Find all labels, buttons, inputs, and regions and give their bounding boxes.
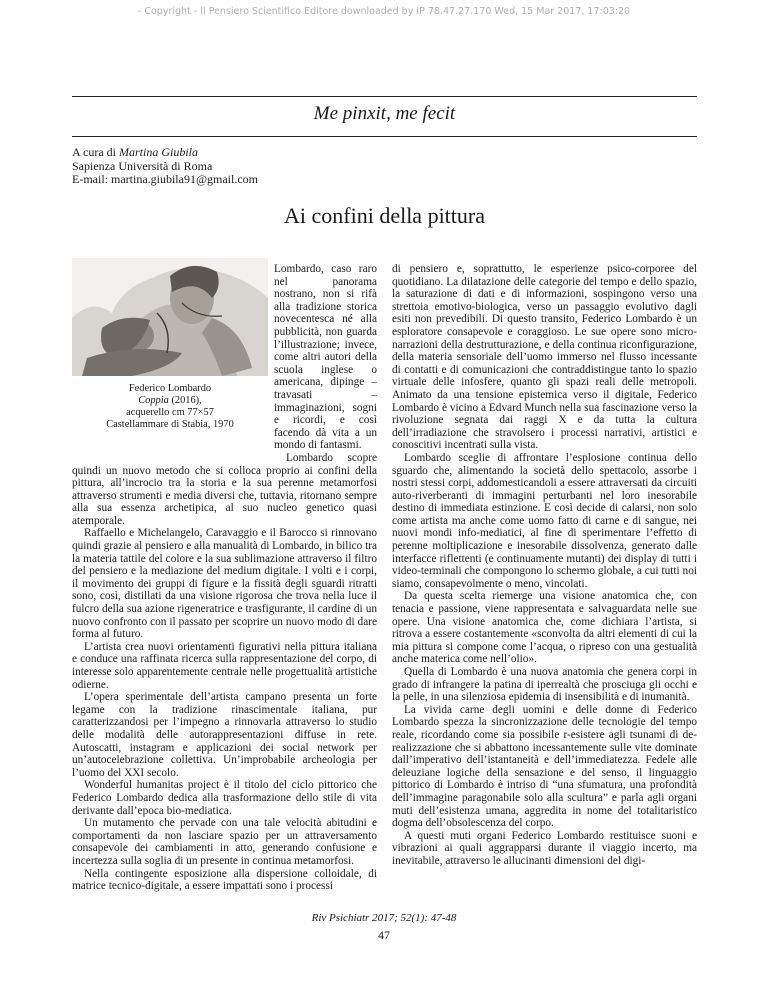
body-paragraph: Un mutamento che pervade con una tale velocità abitudini e comportamenti da non lasciare spazio per un attraversamento consapevole dei cambiamenti in atto, generando confusione e incertezza sulla soglia di un presente in continua metamorfosi.: [72, 817, 377, 867]
journal-citation: Riv Psichiatr 2017; 52(1): 47-48: [311, 912, 457, 924]
body-paragraph: L’artista crea nuovi orientamenti figurativi nella pittura italiana e conduce una raffinata ricerca sulla rappresentazione del corpo, di interesse solo apparentemente centrale nelle progettualità artistiche odierne.: [72, 640, 377, 691]
curator-prefix: A cura di: [72, 145, 119, 159]
caption-location: Castellammare di Stabia, 1970: [106, 419, 234, 430]
caption-medium: acquerello cm 77×57: [126, 407, 214, 418]
curator-affiliation: Sapienza Università di Roma: [72, 158, 213, 173]
body-paragraph: Raffaello e Michelangelo, Caravaggio e il Barocco si rinnovano quindi grazie al pensiero e alla manualità di Lombardo, in bilico tra la materia tattile del colore e la sua sublimazione attraverso il filtro del pensiero e la mediazione del medium digitale. I volti e i corpi, il movimento dei gruppi di figure e la fissità degli sguardi ritratti sono, così, distillati da una visione rigorosa che trova nella luce il fulcro della sua azione rigeneratrice e trasfigurante, il cardine di un nuovo confronto con il passato per scoprire un nuovo modo di dare forma al futuro.: [72, 527, 377, 641]
caption-year: (2016),: [168, 395, 202, 406]
body-paragraph: Quella di Lombardo è una nuova anatomia che genera corpi in grado di infrangere la patina di iperrealtà che prosciuga gli occhi e la pelle, in una silenziosa epidemia di insensibilità e di inumanità.: [392, 666, 697, 704]
body-paragraph: L’opera sperimentale dell’artista campano presenta un forte legame con la tradizione rinascimentale italiana, pur caratterizzandosi per l’impegno a rinnovarla attraverso lo studio delle modalità delle autorappresentazioni diffuse in rete. Autoscatti, instagram e applicazioni dei social network per un’autocelebrazione collettiva. Un’improbabile archeologia per l’uomo del XXI secolo.: [72, 691, 377, 779]
page-number: 47: [378, 928, 390, 942]
body-paragraph: Lombardo sceglie di affrontare l’esplosione continua dello sguardo che, alimentando la società dello spettacolo, assorbe i nostri stessi corpi, addomesticandoli a essere attraversati da circuiti auto-riverberanti di immagini perturbanti nel loro inesorabile destino di immediata estinzione. E così decide di calarsi, non solo come artista ma anche come uomo fatto di carne e di sangue, nei nuovi mondi info-mediatici, al fine di sperimentare l’effetto di perenne moltiplicazione e inesorabile dissolvenza, generato dalle interfacce riflettenti (e continuamente mutanti) dei display di tutti i video-terminali che compongono lo schermo globale, a cui tutti noi siamo, consapevolmente o meno, vincolati.: [392, 451, 697, 590]
body-paragraph: A questi muti organi Federico Lombardo restituisce suoni e vibrazioni ai quali aggrapparsi durante il viaggio incerto, ma inevitabile, attraverso le allucinanti dimensioni del digi-: [392, 829, 697, 867]
right-column: [392, 263, 697, 867]
body-paragraph: Lombardo, caso raro nel panorama nostrano, non si rifà alla tradizione storica novecentesca né alla pubblicità, non guarda l’illustrazione; invece, come altri autori della scuola inglese o americana, dipinge – travasati – immaginazioni, sogni e ricordi, e così facendo dà vita a un mondo di fantasmi.: [274, 263, 377, 452]
body-paragraph: La vivida carne degli uomini e delle donne di Federico Lombardo spezza la sincronizzazione delle tecnologie del tempo reale, ricordando come sia possibile r-esistere agli tsunami di de-realizzazione che si abbattono incessantemente sulle vite dominate dall’imperativo dell’istantaneità e dell’immediatezza. Fedele alle deleuziane logiche della sensazione e del senso, il linguaggio pittorico di Lombardo è intriso di “una sfumatura, una profondità dell’immagine paragonabile solo alla scultura” e parla agli organi muti dell’esistenza umana, aggredita in nome del totalitaristico dogma dell’obsolescenza del corpo.: [392, 703, 697, 830]
body-paragraph: Lombardo scopre quindi un nuovo metodo che si colloca proprio ai confini della pittura, all’incrocio tra la storia e la sua perenne metamorfosi attraverso strumenti e media diversi che, tuttavia, ritornano sempre alla sua essenza archetipica, al suo nucleo genetico quasi atemporale.: [72, 451, 377, 527]
left-column: [72, 263, 377, 893]
body-paragraph: Da questa scelta riemerge una visione anatomica che, con tenacia e passione, viene rappresentata e salvaguardata nelle sue opere. Una visione anatomica che, come dichiara l’artista, si ritrova a essere costantemente «sconvolta da altri elementi di cui la mia pittura si compone come l’acqua, o ripreso con una gestualità anche materica come nell’olio».: [392, 590, 697, 666]
body-paragraph: di pensiero e, soprattutto, le esperienze psico-corporee del quotidiano. La dilatazione delle categorie del tempo e dello spazio, la saturazione di dati e di informazioni, sospingono verso una strettoia emotivo-biologica, verso un passaggio evolutivo dagli esiti non prevedibili. Di questo transito, Federico Lombardo è un esploratore consapevole e coraggioso. Le sue opere sono micro-narrazioni della destrutturazione, e della continua riconfigurazione, della materia sensoriale dell’uomo immerso nel flusso incessante di contatti e di comunicazioni che contraddistingue tanto lo spazio virtuale delle infosfere, quanto gli spazi reali delle metropoli. Animato da una tensione epistemica verso il digitale, Federico Lombardo è vicino a Edvard Munch nella sua fascinazione verso la rivoluzione segnata dai raggi X e da tutta la cultura dell’irradiazione che stravolsero i processi narrativi, artistici e conoscitivi incentrati sulla vista.: [392, 263, 697, 452]
section-rule-top: [72, 96, 697, 97]
caption-artist: Federico Lombardo: [128, 383, 212, 394]
curator-line: [72, 146, 258, 160]
copyright-notice: - Copyright - Il Pensiero Scientifico Editore downloaded by IP 78.47.27.170 Wed, 15 Mar 2017, 17:03:20: [137, 6, 631, 17]
body-paragraph: Nella contingente esposizione alla dispersione colloidale, di matrice tecnico-digitale, a essere impattati sono i processi: [72, 867, 377, 893]
curator-email: E-mail: martina.giubila91@gmail.com: [72, 172, 259, 186]
section-title: Me pinxit, me fecit: [313, 103, 456, 124]
article-title: Ai confini della pittura: [284, 203, 485, 228]
figure-space: [72, 263, 274, 463]
curator-block: [72, 146, 258, 187]
body-paragraph: Wonderful humanitas project è il titolo del ciclo pittorico che Federico Lombardo dedica alla trasformazione dello stile di vita derivante dall’epoca bio-mediatica.: [72, 779, 377, 817]
caption-work: Coppia: [138, 395, 169, 406]
section-rule-bottom: [72, 136, 697, 137]
curator-name: Martina Giubila: [119, 145, 199, 159]
